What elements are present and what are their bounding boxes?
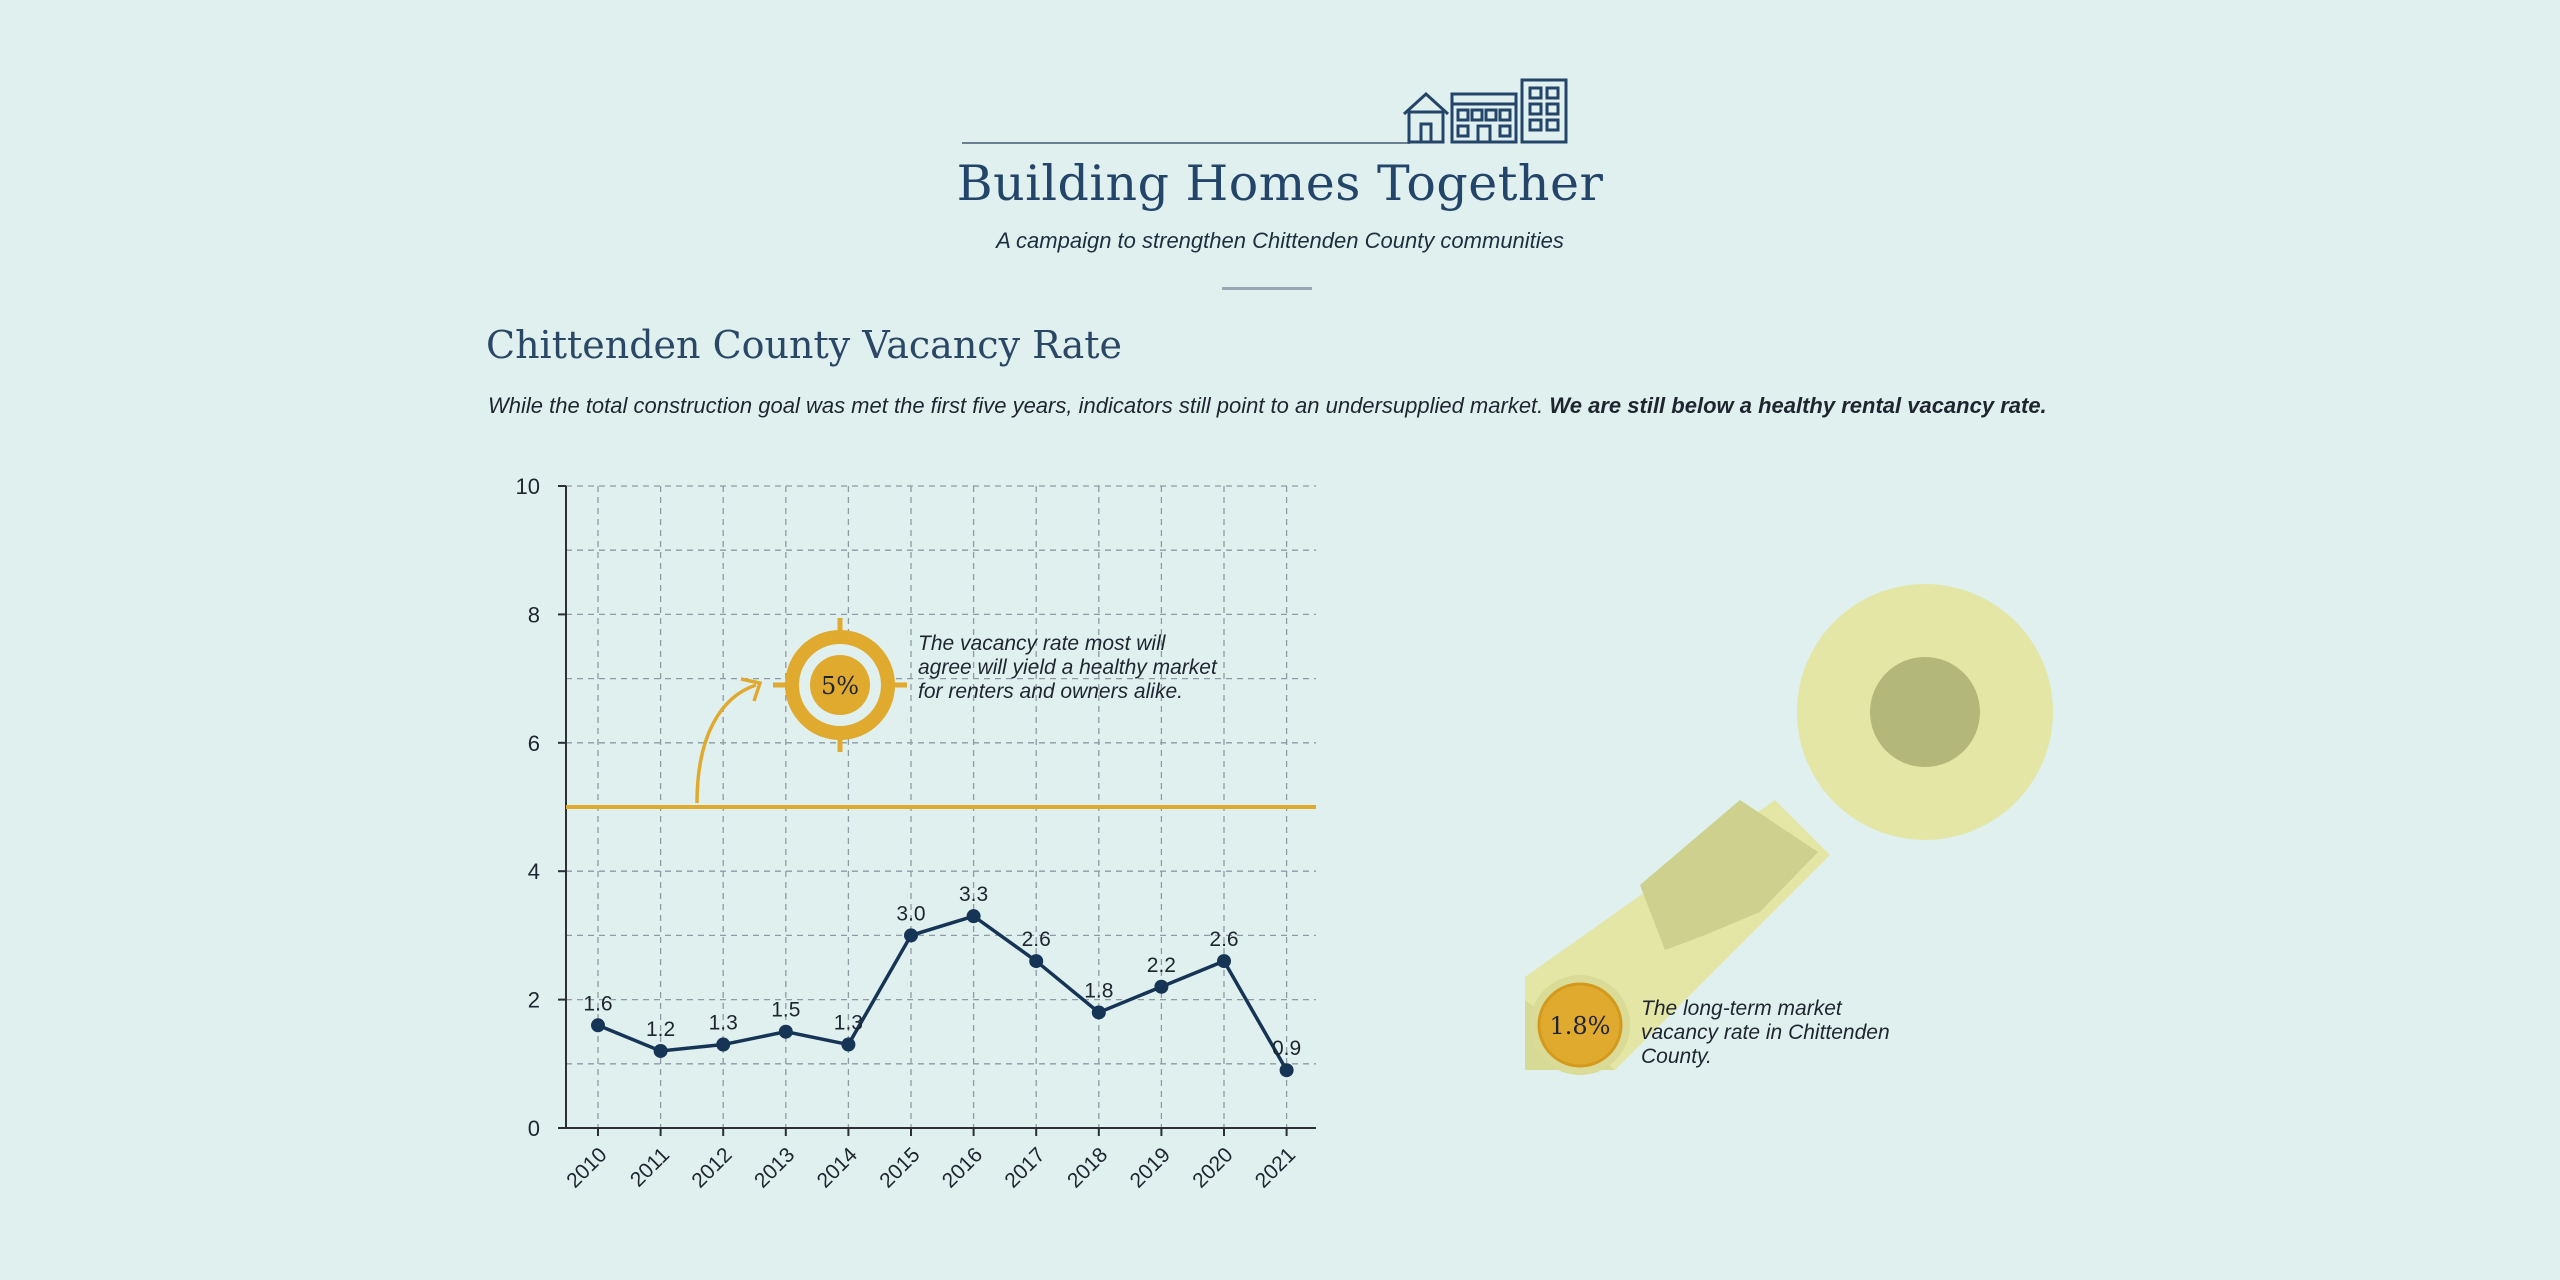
data-labels	[583, 883, 1301, 1060]
data-point	[1280, 1063, 1294, 1077]
y-tick-label: 8	[527, 602, 540, 628]
data-points	[591, 909, 1294, 1077]
data-label: 0.9	[1271, 1037, 1302, 1061]
data-label: 2.6	[1209, 928, 1239, 952]
y-tick-label: 2	[527, 987, 540, 1013]
x-tick-label: 2021	[1250, 1143, 1301, 1193]
data-point	[967, 909, 981, 923]
arrow-icon	[697, 685, 756, 803]
data-point	[904, 928, 918, 942]
x-tick-label: 2016	[937, 1143, 988, 1193]
brand-subtitle: A campaign to strengthen Chittenden County communities	[996, 228, 1564, 253]
x-tick-label: 2010	[562, 1143, 612, 1193]
brand-title: Building Homes Together	[956, 155, 1604, 212]
data-label: 2.6	[1021, 928, 1051, 952]
data-point	[654, 1044, 668, 1058]
data-point	[716, 1038, 730, 1052]
x-tick-label: 2015	[875, 1143, 925, 1193]
target-badge-label: 5%	[820, 672, 860, 700]
x-tick-label: 2013	[750, 1143, 800, 1193]
data-label: 3.0	[896, 902, 926, 926]
x-tick-labels	[562, 1143, 1300, 1193]
chart-title: Chittenden County Vacancy Rate	[486, 323, 1123, 367]
target-icon	[773, 618, 907, 752]
data-label: 1.3	[708, 1011, 738, 1035]
y-tick-label: 10	[515, 474, 540, 499]
x-tick-label: 2011	[625, 1143, 675, 1192]
data-point	[779, 1025, 793, 1039]
x-tick-label: 2019	[1125, 1143, 1175, 1193]
target-note: The vacancy rate most will agree will yield a healthy market for renters and owners alike.	[918, 632, 1217, 703]
y-tick-label: 0	[527, 1116, 540, 1141]
intro-emphasis: We are still below a healthy rental vacancy rate.	[1549, 393, 2047, 418]
data-label: 1.3	[833, 1011, 864, 1035]
intro-body: While the total construction goal was met the first five years, indicators still point to an undersupplied market.	[488, 393, 1550, 418]
x-tick-label: 2012	[687, 1143, 737, 1193]
data-label: 3.3	[958, 883, 989, 907]
y-tick-label: 4	[527, 859, 540, 885]
data-point	[1217, 954, 1231, 968]
data-point	[1092, 1005, 1106, 1019]
data-label: 2.2	[1146, 953, 1177, 977]
x-tick-label: 2018	[1063, 1143, 1113, 1193]
data-point	[841, 1038, 855, 1052]
data-point	[591, 1018, 605, 1032]
data-label: 1.6	[583, 992, 613, 1016]
y-tick-label: 6	[527, 730, 540, 756]
data-label: 1.2	[645, 1017, 676, 1041]
y-tick-labels	[516, 474, 540, 1141]
x-tick-label: 2017	[1000, 1143, 1050, 1193]
key-badge-label: 1.8%	[1549, 1012, 1611, 1040]
vacancy-series-line	[598, 916, 1287, 1070]
data-label: 1.8	[1084, 979, 1114, 1003]
data-point	[1154, 980, 1168, 994]
x-tick-label: 2014	[812, 1143, 862, 1193]
data-label: 1.5	[771, 998, 801, 1022]
key-note: The long-term market vacancy rate in Chittenden County.	[1641, 997, 1890, 1068]
data-point	[1029, 954, 1043, 968]
x-tick-label: 2020	[1188, 1143, 1238, 1193]
